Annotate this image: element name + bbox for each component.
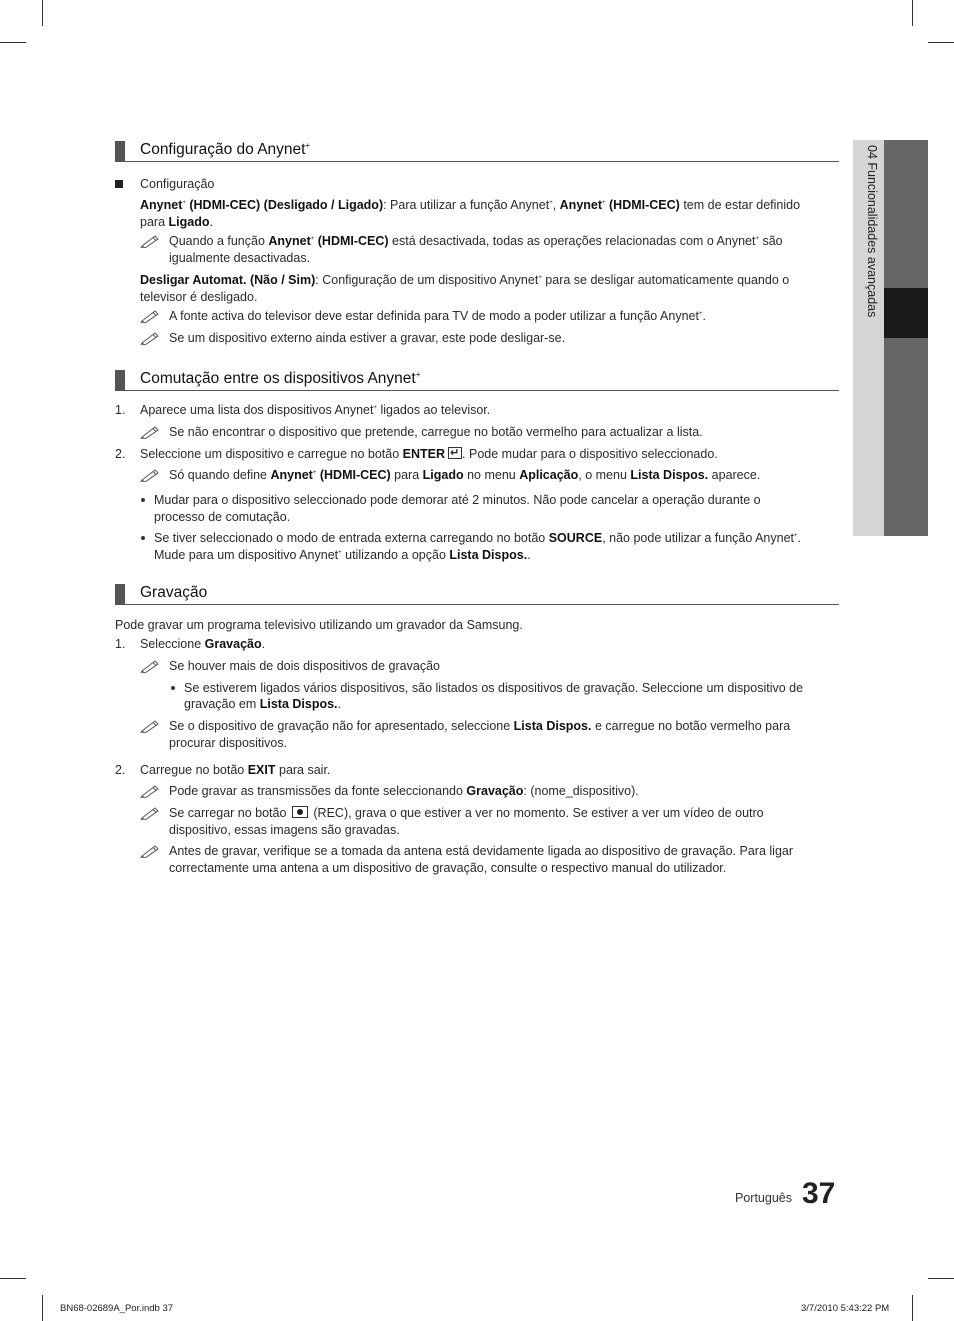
bullet-text: Mudar para o dispositivo seleccionado pode demorar até 2 minutos. Não pode cancelar a operação durante o: [154, 493, 761, 507]
note-text: A fonte activa do televisor deve estar definida para TV de modo a poder utilizar a função Anynet+.: [169, 309, 706, 323]
note-pencil-icon: [140, 309, 160, 323]
note-text: correctamente uma antena a um dispositivo de gravação, consulte o respectivo manual do utilizador.: [169, 861, 727, 875]
chapter-tab-strip: [884, 140, 928, 536]
chapter-label: 04 Funcionalidades avançadas: [865, 145, 879, 318]
list-item: Seleccione um dispositivo e carregue no botão ENTER↵ . Pode mudar para o dispositivo seleccionado.: [140, 446, 718, 463]
print-slug-right: 3/7/2010 5:43:22 PM: [801, 1303, 890, 1314]
paragraph: para Ligado.: [140, 215, 213, 229]
crop-mark: [42, 1295, 43, 1321]
note-pencil-icon: [140, 425, 160, 439]
bullet-dot-icon: [171, 686, 175, 690]
bullet-text: processo de comutação.: [154, 510, 291, 524]
note-text: Pode gravar as transmissões da fonte seleccionando Gravação: (nome_dispositivo).: [169, 784, 639, 798]
crop-mark: [0, 1278, 26, 1279]
paragraph: Desligar Automat. (Não / Sim): Configuração de um dispositivo Anynet+ para se desligar automaticamente quando o: [140, 273, 790, 287]
section-heading: [115, 583, 839, 605]
note-pencil-icon: [140, 844, 160, 858]
note-pencil-icon: [140, 659, 160, 673]
crop-mark: [928, 42, 954, 43]
note-text: dispositivo, essas imagens são gravadas.: [169, 823, 400, 837]
list-number: 2.: [115, 447, 126, 461]
note-text: Se não encontrar o dispositivo que pretende, carregue no botão vermelho para actualizar a lista.: [169, 425, 703, 439]
bullet-text: Se estiverem ligados vários dispositivos, são listados os dispositivos de gravação. Seleccione um dispositivo de: [184, 681, 804, 695]
bullet-text: Mude para um dispositivo Anynet+ utilizando a opção Lista Dispos..: [154, 548, 531, 562]
crop-mark: [912, 0, 913, 26]
section-recording: [115, 583, 839, 605]
rec-button-icon: [292, 806, 308, 818]
heading-bar: [115, 584, 125, 604]
note-text: Antes de gravar, verifique se a tomada da antena está devidamente ligada ao dispositivo de gravação. Para ligar: [169, 844, 794, 858]
square-bullet-icon: [115, 180, 123, 188]
note-text: Se houver mais de dois dispositivos de gravação: [169, 659, 440, 673]
note-pencil-icon: [140, 784, 160, 798]
list-item: Aparece uma lista dos dispositivos Anynet+ ligados ao televisor.: [140, 403, 491, 417]
heading-bar: [115, 141, 125, 161]
section-title: Gravação: [140, 584, 208, 601]
note-text: Só quando define Anynet+ (HDMI-CEC) para Ligado no menu Aplicação, o menu Lista Dispos. aparece.: [169, 468, 761, 482]
bullet-dot-icon: [141, 498, 145, 502]
crop-mark: [912, 1295, 913, 1321]
note-pencil-icon: [140, 234, 160, 248]
section-anynet-switching: [115, 369, 839, 391]
bullet-text: Se tiver seleccionado o modo de entrada externa carregando no botão SOURCE, não pode utilizar a função Anynet+.: [154, 531, 802, 545]
crop-mark: [928, 1278, 954, 1279]
crop-mark: [42, 0, 43, 26]
paragraph: televisor é desligado.: [140, 290, 258, 304]
crop-mark: [0, 42, 26, 43]
enter-icon: [448, 447, 462, 459]
print-slug-left: BN68-02689A_Por.indb 37: [60, 1303, 174, 1314]
note-pencil-icon: [140, 806, 160, 820]
note-text: igualmente desactivadas.: [169, 251, 311, 265]
list-number: 2.: [115, 763, 126, 777]
list-number: 1.: [115, 403, 126, 417]
note-pencil-icon: [140, 719, 160, 733]
note-text: Quando a função Anynet+ (HDMI-CEC) está desactivada, todas as operações relacionadas com o Anynet+ são: [169, 234, 783, 248]
note-text: procurar dispositivos.: [169, 736, 288, 750]
note-pencil-icon: [140, 331, 160, 345]
section-title: Comutação entre os dispositivos Anynet+: [140, 369, 421, 387]
list-item: Carregue no botão EXIT para sair.: [140, 763, 331, 777]
bullet-dot-icon: [141, 536, 145, 540]
section-title: Configuração do Anynet+: [140, 140, 311, 158]
note-text: Se um dispositivo externo ainda estiver a gravar, este pode desligar-se.: [169, 331, 566, 345]
section-anynet-setup: [115, 140, 839, 162]
note-text: Se o dispositivo de gravação não for apresentado, seleccione Lista Dispos. e carregue no botão vermelho para: [169, 719, 791, 733]
paragraph: Pode gravar um programa televisivo utilizando um gravador da Samsung.: [115, 618, 523, 632]
footer-language: Português: [735, 1191, 792, 1205]
page-number: 37: [802, 1177, 836, 1210]
chapter-tab-active-marker: [884, 288, 928, 338]
note-pencil-icon: [140, 468, 160, 482]
paragraph: Anynet+ (HDMI-CEC) (Desligado / Ligado): Para utilizar a função Anynet+, Anynet+ (HDMI-CEC) tem de estar definido: [140, 198, 801, 212]
item-title: Configuração: [140, 177, 215, 191]
list-item: Seleccione Gravação.: [140, 637, 266, 651]
section-heading: [115, 140, 839, 162]
list-number: 1.: [115, 637, 126, 651]
heading-bar: [115, 370, 125, 390]
section-heading: [115, 369, 839, 391]
bullet-text: gravação em Lista Dispos..: [184, 697, 342, 711]
note-text: Se carregar no botão (REC), grava o que estiver a ver no momento. Se estiver a ver um vídeo de outro: [169, 806, 764, 820]
